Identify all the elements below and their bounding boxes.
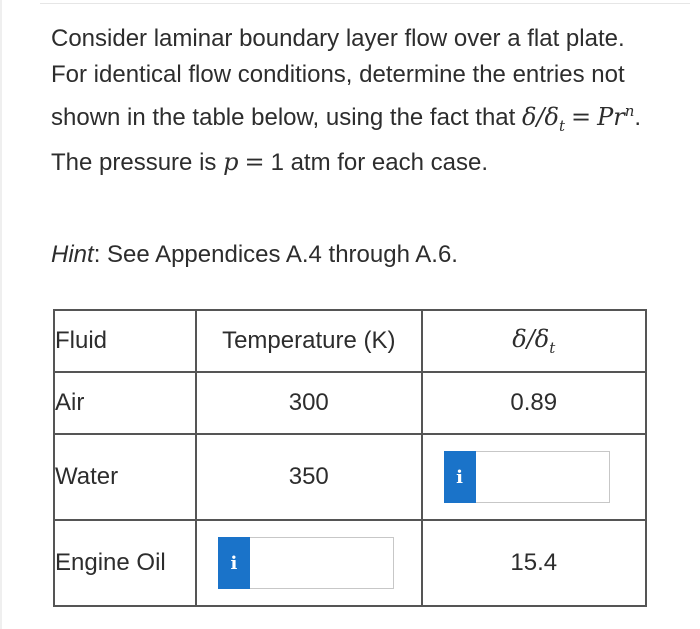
header-temperature: Temperature (K)	[196, 310, 422, 372]
slash-symbol: /	[536, 103, 545, 131]
delta-t-symbol: δ	[544, 103, 559, 131]
cell-ratio-air: 0.89	[422, 372, 646, 434]
oil-temperature-input[interactable]	[250, 537, 394, 589]
header-delta-t: δ	[534, 325, 550, 354]
pressure-symbol: p	[223, 147, 239, 176]
table-header-row	[54, 310, 646, 372]
cell-fluid-oil: Engine Oil	[54, 520, 196, 606]
pressure-value: 1 atm for each case.	[270, 148, 489, 176]
hint-body: : See Appendices A.4 through A.6.	[93, 241, 458, 268]
hint-label: Hint	[51, 241, 94, 268]
question-text	[51, 21, 651, 181]
info-icon[interactable]: i	[218, 537, 250, 589]
temperature-input-group	[218, 537, 421, 589]
cell-temperature-water: 350	[196, 434, 422, 520]
question-text-part2: . The pressure is	[51, 104, 642, 176]
table-row	[54, 372, 646, 434]
equals-sign-2: =	[244, 147, 265, 176]
cell-fluid-air: Air	[54, 372, 196, 434]
left-edge-line	[0, 0, 2, 629]
water-ratio-input[interactable]	[476, 451, 610, 503]
equals-sign: =	[571, 103, 592, 131]
header-ratio	[422, 310, 646, 372]
table-row	[54, 434, 646, 520]
exponent-n: n	[624, 102, 635, 120]
cell-temperature-air: 300	[196, 372, 422, 434]
fluid-properties-table	[53, 309, 647, 607]
ratio-input-group	[444, 451, 645, 503]
question-text-part1: Consider laminar boundary layer flow over a flat plate. For identical flow conditions, determine the entries not shown in the table below, using the fact that	[51, 25, 625, 131]
header-delta: δ	[512, 325, 527, 354]
cell-fluid-water: Water	[54, 434, 196, 520]
cell-ratio-water	[422, 434, 646, 520]
header-subscript-t: t	[549, 338, 556, 357]
prandtl-symbol: Pr	[597, 103, 625, 131]
table-row	[54, 520, 646, 606]
top-divider	[40, 3, 690, 4]
info-icon[interactable]: i	[444, 451, 476, 503]
hint-text	[51, 237, 458, 273]
cell-temperature-oil	[196, 520, 422, 606]
header-fluid: Fluid	[54, 310, 196, 372]
cell-ratio-oil: 15.4	[422, 520, 646, 606]
delta-symbol: δ	[521, 103, 537, 131]
delta-t-subscript: t	[558, 116, 566, 135]
header-slash: /	[526, 325, 535, 354]
